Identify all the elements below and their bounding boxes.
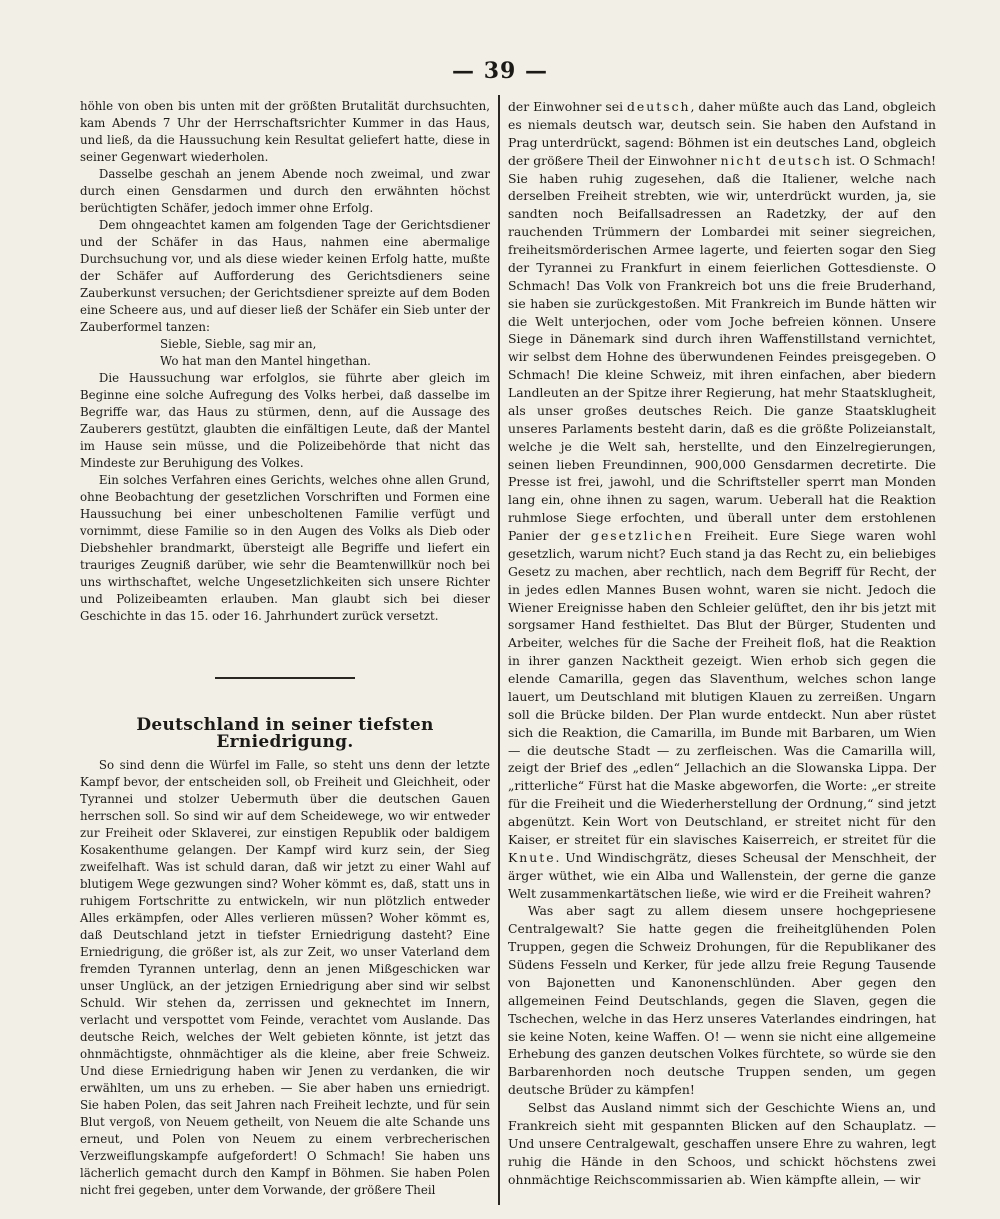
right-column (508, 98, 936, 1188)
text-run: ist. O Schmach! Sie haben ruhig zugesehen, daß die Italiener, welche nach derselben Freiheit strebten, wie wir, unterdrückt wurden, ja, sie sandten noch Beifallsadressen an Radetzky, der auf den rauchenden Trümmern der Lombardei mit seiner siegreichen, freiheitsmörderischen Armee lagerte, und feierten sogar den Sieg der Tyrannei zu Frankfurt in einem feierlichen Gottesdienste. O Schmach! Das Volk von Frankreich bot uns die freie Bruderhand, sie haben sie zurückgestoßen. Mit Frankreich im Bunde hätten wir die Welt unterjochen, oder vom Joche befreien können. Unsere Siege in Dänemark sind durch ihren Waffenstillstand vernichtet, wir selbst dem Hohne des überwundenen Feindes preisgegeben. O Schmach! Die kleine Schweiz, mit ihren einfachen, aber biedern Landleuten an der Spitze ihrer Regierung, hat mehr Staatsklugheit, als unser großes deutsches Reich. Die ganze Staatsklugheit unseres Parlaments besteht darin, daß es die größte Polizeianstalt, welche je die Welt sah, herstellte, und den Einzelregierungen, seinen lieben Freundinnen, 900,000 Gensdarmen decretirte. Die Presse ist frei, jawohl, und die Schriftsteller sperrt man Monden lang ein, ohne ihnen zu sagen, warum. Ueberall hat die Reaktion ruhmlose Siege erfochten, und überall unter dem erstohlenen Panier der (508, 152, 936, 543)
paragraph: höhle von oben bis unten mit der größten Brutalität durchsuchten, kam Abends 7 Uhr der Herrschaftsrichter Kummer in das Haus, und ließ, da die Haussuchung kein Resultat geliefert hatte, diese in seiner Gegenwart wiederholen. (80, 99, 490, 164)
left-column (80, 98, 490, 1199)
paragraph (508, 98, 936, 902)
paragraph: Dem ohngeachtet kamen am folgenden Tage der Gerichtsdiener und der Schäfer in das Haus, nahmen eine abermalige Durchsuchung vor, und als diese wieder keinen Erfolg hatte, mußte der Schäfer auf Aufforderung des Gerichtsdieners seine Zauberkunst versuchen; der Gerichtsdiener spreizte auf dem Boden eine Scheere aus, und auf dieser ließ der Schäfer ein Sieb unter der Zauberformel tanzen: (80, 218, 490, 334)
column-divider (498, 95, 500, 1205)
text-run: Freiheit. Eure Siege waren wohl gesetzlich, warum nicht? Euch stand ja das Recht zu, ein beliebiges Gesetz zu machen, aber rechtlich, nach dem Begriff für Recht, der in jedes edlen Mannes Busen wohnt, waren sie nicht. Jedoch die Wiener Ereignisse haben den Schleier gelüftet, den ihr bis jetzt mit sorgsamer Hand festhieltet. Das Blut der Bürger, Studenten und Arbeiter, welches für die Sache der Freiheit floß, hat die Reaktion in ihrer ganzen Nacktheit gezeigt. Wien erhob sich gegen die elende Camarilla, gegen das Slaventhum, welches schon lange lauert, um Deutschland mit blutigen Klauen zu zerreißen. Ungarn soll die Brücke bilden. Der Plan wurde entdeckt. Nun aber rüstet sich die Reaktion, die Camarilla, im Bunde mit Barbaren, um Wien — die deutsche Stadt — zu zerfleischen. Was die Camarilla will, zeigt der Brief des „edlen“ Jellachich an die Slowanska Lippa. Der „ritterliche“ Fürst hat die Maske abgeworfen, die Worte: „er streite für die Freiheit und die Wiederherstellung der Ordnung,“ sind jetzt abgenützt. Kein Wort von Deutschland, er streitet nicht für den Kaiser, er streitet für ein slavisches Kaiserreich, er streitet für die (508, 528, 936, 847)
page-number: — 39 — (452, 58, 548, 84)
emphasis: nicht deutsch (720, 152, 832, 168)
text-run: der Einwohner sei (508, 99, 627, 114)
text-run: . Und Windischgrätz, dieses Scheusal der Menschheit, der ärger wüthet, wie ein Alba und Wallenstein, der gerne die ganze Welt zusammenkartätschen ließe, wie wird er die Freiheit wahren? (508, 849, 936, 901)
paragraph: Was aber sagt zu allem diesem unsere hochgepriesene Centralgewalt? Sie hatte gegen die freiheitglühenden Polen Truppen, gegen die Schweiz Drohungen, für die Republikaner des Südens Fesseln und Kerker, für jede allzu freie Regung Tausende von Bajonetten und Kanonenschlünden. Aber gegen den allgemeinen Feind Deutschlands, gegen die Slaven, gegen die Tschechen, welche in das Herz unseres Vaterlandes eindringen, hat sie keine Noten, keine Waffen. O! — wenn sie nicht eine allgemeine Erhebung des ganzen deutschen Volkes fürchtete, so würde sie den Barbarenhorden noch deutsche Truppen senden, um gegen deutsche Brüder zu kämpfen! (508, 903, 936, 1098)
emphasis: Knute (508, 849, 556, 865)
text-run: , daher müßte auch das Land, obgleich es niemals deutsch war, deutsch sein. Sie haben den Aufstand in Prag unterdrückt, sagend: Böhmen ist ein deutsches Land, obgleich der größere Theil der Einwohner (508, 99, 937, 168)
section-rule (215, 677, 355, 679)
paragraph: Dasselbe geschah an jenem Abende noch zweimal, und zwar durch einen Gensdarmen und durch den erwähnten höchst berüchtigten Schäfer, jedoch immer ohne Erfolg. (80, 167, 490, 215)
emphasis: deutsch (627, 99, 691, 114)
paragraph: Selbst das Ausland nimmt sich der Geschichte Wiens an, und Frankreich sieht mit gespannten Blicken auf den Schauplatz. — Und unsere Centralgewalt, geschaffen unsere Ehre zu wahren, legt ruhig die Hände in den Schoos, und schickt höchstens zwei ohnmächtige Reichscommissarien ab. Wien kämpfte allein, — wir (508, 1100, 936, 1187)
verse-line: Sieble, Sieble, sag mir an, (160, 337, 317, 351)
paragraph: Die Haussuchung war erfolglos, sie führte aber gleich im Beginne eine solche Aufregung des Volks herbei, daß dasselbe im Begriffe war, das Haus zu stürmen, denn, auf die Aussage des Zauberers gestützt, glaubten die einfältigen Leute, daß der Mantel im Hause sein müsse, und die Polizeibehörde that nicht das Mindeste zur Beruhigung des Volkes. (80, 371, 490, 470)
emphasis: gesetzlichen (591, 528, 694, 543)
article-title: Deutschland in seiner tiefsten Erniedrigung. (136, 715, 434, 752)
paragraph: So sind denn die Würfel im Falle, so steht uns denn der letzte Kampf bevor, der entscheiden soll, ob Freiheit und Gleichheit, oder Tyrannei und stolzer Uebermuth über die deutschen Gauen herrschen soll. So sind wir auf dem Scheidewege, wo wir entweder zur Freiheit oder Sklaverei, zur einstigen Republik oder baldigem Kosakenthume gelangen. Der Kampf wird kurz sein, der Sieg zweifelhaft. Was ist schuld daran, daß wir jetzt zu einer Wahl auf blutigem Wege gezwungen sind? Woher kömmt es, daß, statt uns in ruhigem Fortschritte zu entwickeln, wir nun plötzlich entweder Alles erkämpfen, oder Alles verlieren müssen? Woher kömmt es, daß Deutschland jetzt in tiefster Erniedrigung dasteht? Eine Erniedrigung, die größer ist, als zur Zeit, wo unser Vaterland dem fremden Tyrannen unterlag, denn an jenen Mißgeschicken war unser Unglück, an der jetzigen Erniedrigung aber sind wir selbst Schuld. Wir stehen da, zerrissen und geknechtet im Innern, verlacht und verspottet vom Feinde, verachtet vom Auslande. Das deutsche Reich, welches der Welt gebieten könnte, ist jetzt das ohnmächtigste, ohnmächtiger als die kleine, aber freie Schweiz. Und diese Erniedrigung haben wir Jenen zu verdanken, die wir erwählten, um uns zu erheben. — Sie aber haben uns erniedrigt. Sie haben Polen, das seit Jahren nach Freiheit lechzte, und für sein Blut vergoß, von Neuem getheilt, von Neuem die alte Schande uns erneut, und Polen von Neuem zu einem verbrecherischen Verzweiflungskampfe aufgefordert! O Schmach! Sie haben uns lächerlich gemacht durch den Kampf in Böhmen. Sie haben Polen nicht frei gegeben, unter dem Vorwande, der größere Theil (80, 758, 490, 1197)
verse-line: Wo hat man den Mantel hingethan. (160, 354, 371, 368)
verse (80, 336, 490, 370)
paragraph: Ein solches Verfahren eines Gerichts, welches ohne allen Grund, ohne Beobachtung der gesetzlichen Vorschriften und Formen eine Haussuchung bei einer unbescholtenen Familie verfügt und vornimmt, diese Familie so in den Augen des Volks als Dieb oder Diebshehler brandmarkt, übersteigt alle Begriffe und liefert ein trauriges Zeugniß darüber, wie sehr die Beamtenwillkür noch bei uns wirthschaftet, welche Ungesetzlichkeiten sich unsere Richter und Polizeibeamten erlauben. Man glaubt sich bei dieser Geschichte in das 15. oder 16. Jahrhundert zurück versetzt. (80, 473, 490, 623)
